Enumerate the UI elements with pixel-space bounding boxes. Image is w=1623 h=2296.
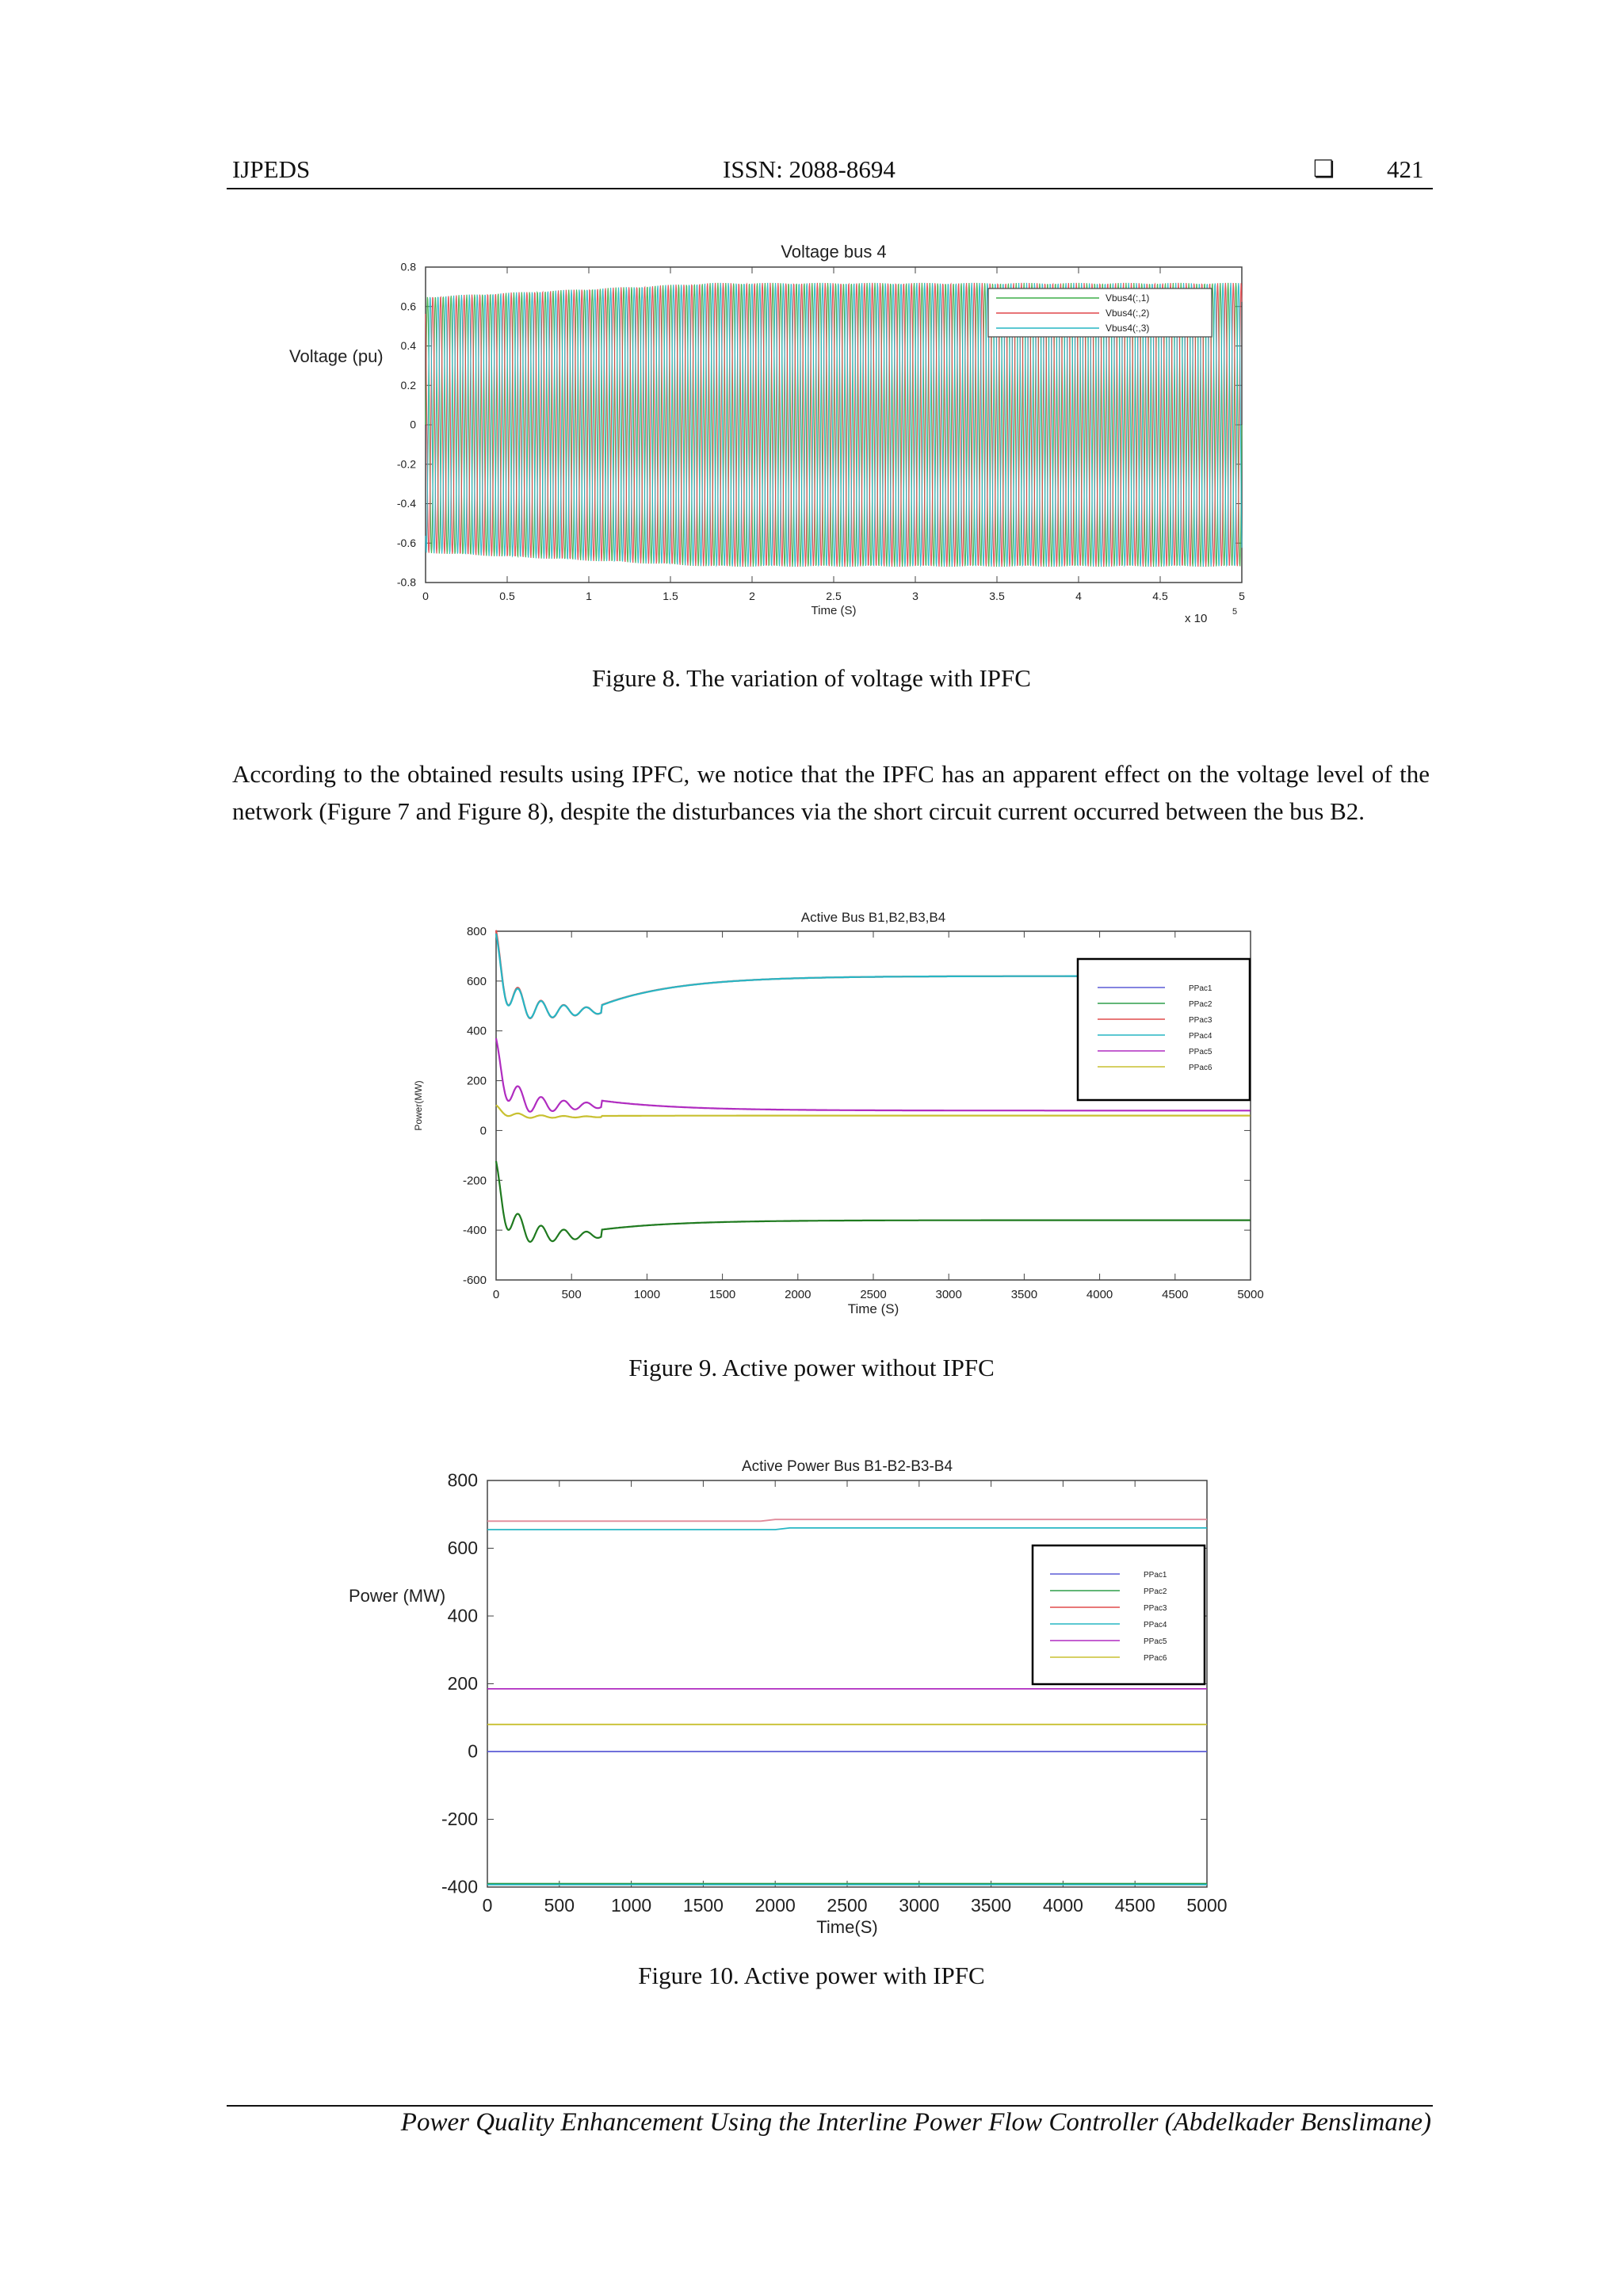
x-tick-label: 2000 xyxy=(754,1895,796,1916)
legend-label: PPac1 xyxy=(1144,1571,1167,1580)
legend-label: PPac5 xyxy=(1189,1048,1212,1056)
y-tick-label: -600 xyxy=(462,1274,487,1287)
legend-label: Vbus4(:,2) xyxy=(1106,308,1150,319)
x-tick-label: 1500 xyxy=(708,1288,736,1301)
x-tick-label: 1500 xyxy=(682,1895,724,1916)
y-tick-label: -0.4 xyxy=(396,497,416,510)
y-tick-label: -400 xyxy=(462,1224,487,1238)
x-tick-label: 500 xyxy=(561,1288,582,1301)
x-tick-label: 1000 xyxy=(611,1895,652,1916)
y-tick-label: 0 xyxy=(410,418,416,431)
x-axis-label: Time (S) xyxy=(847,1301,899,1316)
x-tick-label: 4 xyxy=(1075,590,1082,602)
x-tick-label: 4500 xyxy=(1162,1288,1189,1301)
legend-label: PPac1 xyxy=(1189,984,1212,993)
series-line-4 xyxy=(496,1105,1251,1117)
legend-label: PPac4 xyxy=(1189,1032,1212,1041)
x-tick-label: 2000 xyxy=(785,1288,812,1301)
x-tick-label: 4000 xyxy=(1086,1288,1113,1301)
x-tick-label: 2 xyxy=(749,590,755,602)
y-tick-label: 200 xyxy=(466,1074,487,1088)
series-line-1 xyxy=(487,1519,1207,1521)
legend-label: PPac6 xyxy=(1144,1654,1167,1663)
y-tick-label: -0.6 xyxy=(396,536,416,549)
x-tick-label: 0 xyxy=(492,1288,500,1301)
x-tick-label: 1.5 xyxy=(663,590,678,602)
x-tick-label: 2.5 xyxy=(826,590,842,602)
x-tick-label: 3500 xyxy=(1010,1288,1038,1301)
y-axis-label: Power (MW) xyxy=(349,1586,446,1606)
x-tick-label: 0 xyxy=(482,1895,493,1916)
figure-9-caption: Figure 9. Active power without IPFC xyxy=(628,1354,995,1381)
figure-10-caption: Figure 10. Active power with IPFC xyxy=(638,1962,985,1989)
legend-box xyxy=(1078,959,1250,1100)
active-power-without-ipfc-chart xyxy=(0,872,1623,1316)
x-tick-label: 3 xyxy=(912,590,918,602)
figure-8-caption: Figure 8. The variation of voltage with IPFC xyxy=(592,664,1031,692)
y-tick-label: 0 xyxy=(468,1740,478,1762)
x-tick-label: 5000 xyxy=(1186,1895,1228,1916)
x-tick-label: 3500 xyxy=(971,1895,1012,1916)
x-multiplier-exponent: 5 xyxy=(1232,607,1238,617)
x-tick-label: 4000 xyxy=(1042,1895,1083,1916)
x-multiplier: x 10 xyxy=(1185,612,1208,625)
x-tick-label: 500 xyxy=(544,1895,575,1916)
y-tick-label: 800 xyxy=(466,925,487,938)
x-tick-label: 4500 xyxy=(1114,1895,1155,1916)
y-tick-label: 600 xyxy=(447,1538,478,1559)
chart-title: Active Bus B1,B2,B3,B4 xyxy=(800,910,946,925)
y-tick-label: 400 xyxy=(466,1024,487,1038)
x-tick-label: 3000 xyxy=(899,1895,940,1916)
y-tick-label: 800 xyxy=(447,1469,478,1491)
x-tick-label: 1000 xyxy=(633,1288,661,1301)
y-axis-label: Voltage (pu) xyxy=(289,346,384,366)
x-tick-label: 5 xyxy=(1239,590,1245,602)
legend-box xyxy=(1033,1545,1205,1684)
x-tick-label: 2500 xyxy=(860,1288,887,1301)
legend-label: Vbus4(:,3) xyxy=(1106,323,1150,334)
page-number: 421 xyxy=(1387,155,1424,183)
voltage-chart xyxy=(0,0,1623,634)
x-tick-label: 2500 xyxy=(827,1895,868,1916)
x-axis-label: Time(S) xyxy=(816,1917,878,1937)
y-tick-label: 400 xyxy=(447,1605,478,1626)
box-icon: ❏ xyxy=(1313,155,1335,183)
legend-label: PPac3 xyxy=(1189,1016,1212,1025)
x-tick-label: 3.5 xyxy=(989,590,1005,602)
x-tick-label: 5000 xyxy=(1237,1288,1264,1301)
y-tick-label: -400 xyxy=(441,1876,478,1897)
body-paragraph: According to the obtained results using IPFC, we notice that the IPFC has an apparent effect on the voltage level of the network (Figure 7 and Figure 8), despite the disturbances via the short circuit current occurred between the bus B2. xyxy=(232,760,1430,825)
x-tick-label: 3000 xyxy=(935,1288,962,1301)
y-tick-label: 0.6 xyxy=(400,300,416,313)
footer-title: Power Quality Enhancement Using the Interline Power Flow Controller (Abdelkader Benslimane) xyxy=(400,2108,1431,2137)
x-axis-label: Time (S) xyxy=(811,604,857,617)
y-tick-label: -200 xyxy=(462,1174,487,1188)
x-tick-label: 1 xyxy=(586,590,592,602)
legend-label: PPac4 xyxy=(1144,1621,1167,1629)
y-tick-label: -0.2 xyxy=(396,457,416,471)
issn: ISSN: 2088-8694 xyxy=(723,155,896,183)
series-line-2 xyxy=(487,1528,1207,1530)
y-tick-label: 0.2 xyxy=(400,378,416,392)
legend-label: PPac2 xyxy=(1144,1587,1167,1596)
chart-title: Voltage bus 4 xyxy=(781,242,887,262)
legend-label: PPac6 xyxy=(1189,1064,1212,1072)
active-power-with-ipfc-chart xyxy=(0,1427,1623,1966)
legend-label: PPac2 xyxy=(1189,1000,1212,1009)
x-tick-label: 4.5 xyxy=(1152,590,1168,602)
y-tick-label: 0 xyxy=(479,1124,487,1138)
chart-title: Active Power Bus B1-B2-B3-B4 xyxy=(741,1458,953,1475)
legend-label: Vbus4(:,1) xyxy=(1106,292,1150,304)
y-tick-label: 200 xyxy=(447,1673,478,1694)
y-tick-label: 600 xyxy=(466,974,487,988)
y-tick-label: 0.4 xyxy=(400,339,416,353)
y-tick-label: -200 xyxy=(441,1809,478,1830)
journal-name: IJPEDS xyxy=(232,155,311,183)
legend-label: PPac3 xyxy=(1144,1604,1167,1613)
footer-rule xyxy=(227,2105,1433,2107)
x-tick-label: 0.5 xyxy=(499,590,515,602)
x-tick-label: 0 xyxy=(422,590,429,602)
y-tick-label: 0.8 xyxy=(400,260,416,273)
legend-label: PPac5 xyxy=(1144,1637,1167,1646)
y-tick-label: -0.8 xyxy=(396,575,416,589)
y-axis-label: Power(MW) xyxy=(413,1080,424,1131)
series-line-5 xyxy=(496,1161,1251,1242)
